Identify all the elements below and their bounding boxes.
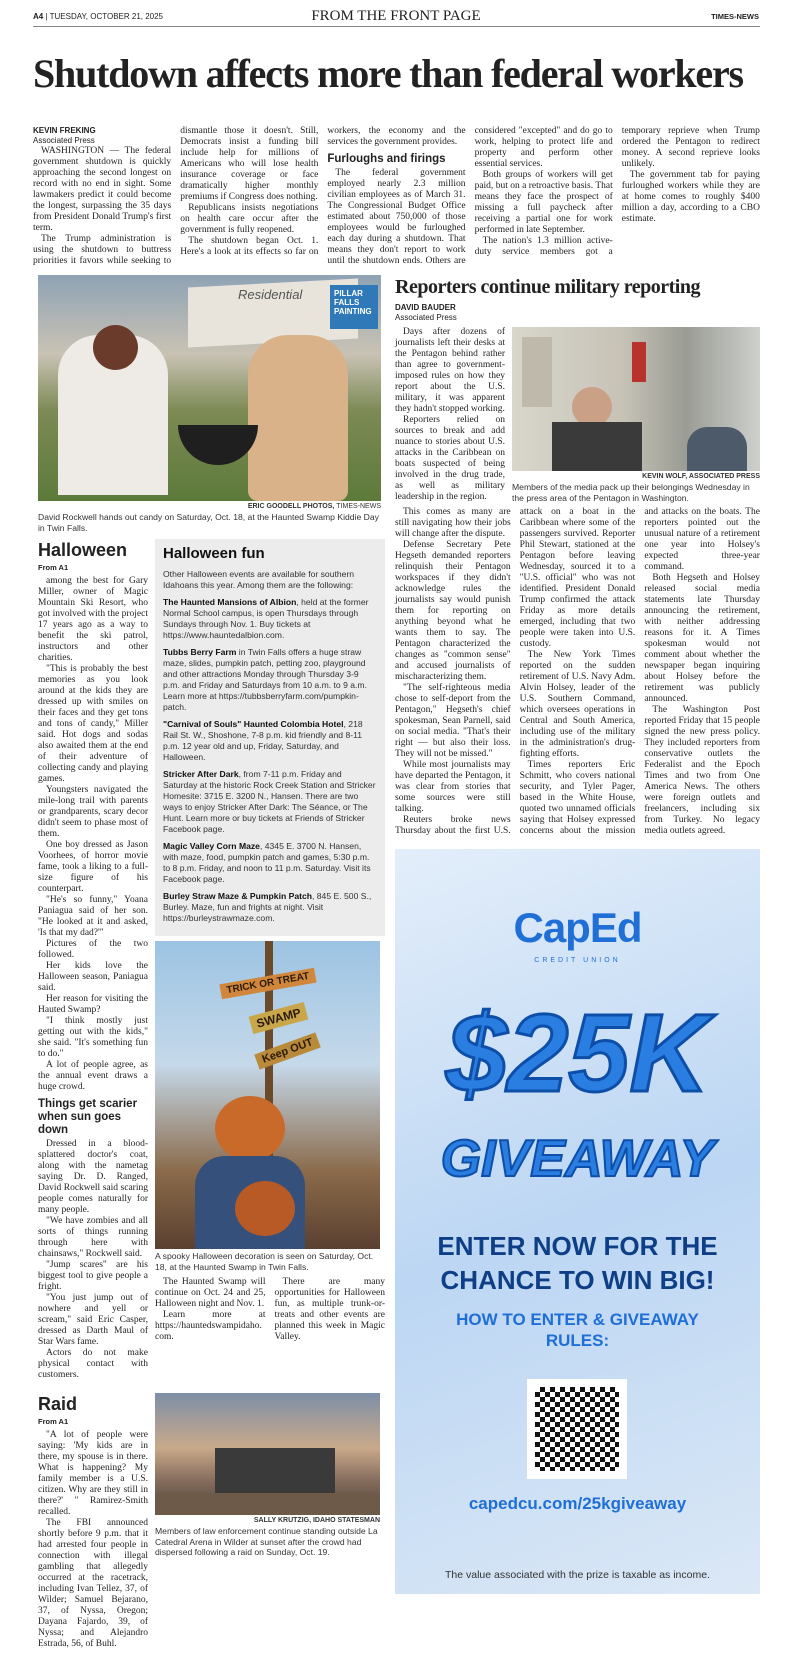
- page-number: A4: [33, 12, 44, 21]
- raid-section: [38, 1393, 385, 1650]
- page-info: A4 | TUESDAY, OCTOBER 21, 2025: [33, 12, 164, 21]
- article-reporters: [395, 507, 760, 837]
- paragraph: The New York Times reported on the sudden retirement of U.S. Navy Adm. Alvin Holsey, leader of the U.S. Southern Command, which oversees operations in Central and South America, including use of the military in the administration's drug-fighting efforts.: [519, 650, 636, 759]
- paragraph: Both Hegseth and Holsey released social media statements late Thursday announcing the retirement, with neither addressing reasons for it. A Times spokesman would not comment about whether the newspaper began inquiring about Holsey before the retirement was publicly announced.: [644, 573, 760, 704]
- paragraph: The Haunted Swamp will continue on Oct. 24 and 25, Halloween night and Nov. 1.: [155, 1277, 266, 1309]
- paragraph: Her reason for visiting the Hauted Swamp?: [38, 994, 148, 1015]
- paragraph: A lot of people agree, as the annual event draws a huge crowd.: [38, 1060, 148, 1092]
- paragraph: "A lot of people were saying: 'My kids are in there, my spouse is in there. What is happening? My family member is a U.S. citizen. Why are they still in there?' " Ramirez-Smith recalled.: [38, 1430, 148, 1517]
- paragraph: "Jump scares" are his biggest tool to give people a fright.: [38, 1260, 148, 1292]
- ad-cta: ENTER NOW FOR THE CHANCE TO WIN BIG!: [437, 1231, 718, 1295]
- ad-giveaway: GIVEAWAY: [440, 1130, 715, 1188]
- paragraph: One boy dressed as Jason Voorhees, of horror movie fame, took a liking to a full-size figure of his counterpart.: [38, 840, 148, 894]
- photo-pentagon-press: [512, 327, 760, 471]
- paragraph: Reporters relied on sources to break and add nuance to stories about U.S. attacks in the Caribbean on boats suspected of being involved in the drug trade, as well as military leadership in the region.: [395, 415, 505, 502]
- paragraph: Learn more at https://hauntedswampidaho.com.: [155, 1310, 266, 1342]
- paragraph: The Washington Post reported Friday that 15 people signed the new press policy. They included reporters from conservative outlets the Federalist and the Epoch Times and two from One America News. The others were foreign outlets and freelancers, including six from Turkey. No legacy media outlets agreed.: [644, 705, 760, 836]
- headline-shutdown: Shutdown affects more than federal workers: [33, 51, 743, 96]
- section-head-halloween: Halloween: [38, 540, 128, 560]
- article-shutdown: [33, 126, 760, 267]
- section-head-raid: Raid: [38, 1394, 78, 1414]
- paragraph: Youngsters navigated the mile-long trail with parents or grandparents, scary decor didn't seem to phase most of them.: [38, 785, 148, 839]
- paragraph: Actors do not make physical contact with customers.: [38, 1348, 148, 1380]
- halloween-column: [38, 539, 148, 1381]
- paragraph: The nation's 1.3 million active-duty service members got a temporary reprieve when Trump ordered the Pentagon to redirect money. A second reprieve looks unlikely.: [474, 126, 760, 257]
- sign-logo: PILLAR FALLS PAINTING: [330, 285, 378, 329]
- paragraph: There are many opportunities for Halloween fun, as multiple trunk-or-treats and other events are planned this week in Magic Valley.: [274, 1277, 385, 1342]
- ad-how-to: HOW TO ENTER & GIVEAWAY RULES:: [456, 1310, 699, 1350]
- sign-text: Residential: [238, 287, 303, 302]
- lower-section: [33, 275, 760, 1650]
- advertisement-caped[interactable]: [395, 849, 760, 1594]
- event-item: Burley Straw Maze & Pumpkin Patch, 845 E. 500 S., Burley. Maze, fun and frights at night. Visit https://burleystrawmaze.com.: [163, 891, 372, 923]
- photo-caption: David Rockwell hands out candy on Saturday, Oct. 18, at the Haunted Swamp Kiddie Day in Twin Falls.: [38, 512, 379, 533]
- ad-brand-sub: CREDIT UNION: [534, 957, 621, 964]
- event-item: The Haunted Mansions of Albion, held at the former Normal School campus, is open Thursdays through Sundays through Nov. 1. Buy tickets at https://www.hauntedalbion.com.: [163, 597, 369, 640]
- paragraph: "I think mostly just getting out with the kids," she said. "It's something fun to do.": [38, 1016, 148, 1059]
- photo-credit: KEVIN WOLF, ASSOCIATED PRESS: [642, 473, 760, 480]
- paragraph: The shutdown began Oct. 1. Here's a look at its effects so far on workers, the economy and the services the government provides.: [180, 126, 466, 257]
- paragraph: "The self-righteous media chose to self-deport from the Pentagon," Hegseth's chief spokesman, Sean Parnell, said on social media. "That's their right — but also their loss. They will not be missed.": [395, 683, 511, 759]
- paragraph: Times reporters Eric Schmitt, who covers national security, and Tyler Pager, based in the White House, quoted two unnamed officials saying that Holsey expressed concerns about the mission and attacks on the boats. The reporters pointed out the unusual nature of a retirement one year into Holsey's expected three-year command.: [519, 507, 760, 836]
- ad-amount: $25K: [446, 992, 709, 1115]
- reporters-lead-row: [395, 327, 760, 503]
- box-title: Halloween fun: [163, 545, 265, 562]
- article-raid: [38, 1430, 148, 1650]
- box-intro: Other Halloween events are available for southern Idahoans this year. Among them are the following:: [163, 569, 355, 590]
- jump-from: From A1: [38, 1417, 69, 1426]
- raid-photo-column: [155, 1393, 385, 1650]
- paragraph: Her kids love the Halloween season, Paniagua said.: [38, 961, 148, 993]
- header-rule: [33, 26, 760, 27]
- headline-reporters: Reporters continue military reporting: [395, 276, 700, 298]
- paragraph: Republicans insists negotiations on health care occur after the government is fully reopened.: [180, 203, 319, 235]
- paragraph: The Trump administration is using the shutdown to buttress priorities it favors while seeking to dismantle those it doesn't. Still, Democrats insist a funding bill include help for millions of Americans who will lose health insurance coverage or face dramatically higher monthly premiums if Congress does nothing.: [33, 126, 319, 266]
- photo-caption: Members of the media pack up their belongings Wednesday in the press area of the Pentagon in Washington.: [512, 482, 750, 503]
- subhead: Things get scarier when sun goes down: [38, 1098, 138, 1136]
- byline: KEVIN FREKING Associated Press: [33, 126, 96, 145]
- ad-brand-logo: CapEd: [513, 904, 642, 951]
- paragraph: While most journalists may have departed the Pentagon, it was clear from stories that some sources were still talking.: [395, 760, 511, 814]
- halloween-section: [38, 539, 385, 1381]
- paragraph: WASHINGTON — The federal government shutdown is quickly approaching the second longest on record with no end in sight. Some lawmakers predict it could become the longest, surpassing the 35 days from President Donald Trump's first term.: [33, 146, 172, 233]
- photo-credit: SALLY KRUTZIG, IDAHO STATESMAN: [253, 1517, 380, 1524]
- paragraph: The government tab for paying furloughed workers while they are at home comes to roughly $400 million a day, according to a CBO estimate.: [621, 170, 760, 224]
- paragraph: Both groups of workers will get paid, but on a retroactive basis. That means they face the prospect of missing a full paycheck after receiving a partial one for work performed in late September.: [474, 170, 613, 235]
- paragraph: "We have zombies and all sorts of things running through here with chainsaws," Rockwell said.: [38, 1216, 148, 1259]
- photo-credit: ERIC GOODELL PHOTOS, TIMES-NEWS: [247, 503, 381, 510]
- event-item: Stricker After Dark, from 7-11 p.m. Friday and Saturday at the historic Rock Creek Station and Stricker Homesite: 3715 E. 3200 N., Hansen. There are two ways to enjoy Stricker After Dark: The Séance, or The Hunt. Learn more or buy tickets at Friends of Stricker Facebook page.: [163, 769, 376, 834]
- paragraph: Days after dozens of journalists left their desks at the Pentagon behind rather than agree to government-imposed rules on how they report about the U.S. military, it was apparent they hadn't stopped working.: [395, 327, 505, 414]
- article-halloween-tail: [155, 1277, 385, 1343]
- halloween-fun-box: [155, 539, 385, 936]
- qr-code-icon[interactable]: [527, 1379, 627, 1479]
- photo-caption: Members of law enforcement continue standing outside La Catedral Arena in Wilder at sunset after the crowd had dispersed following a raid on Sunday, Oct. 19.: [155, 1526, 378, 1557]
- left-column: [38, 275, 385, 1650]
- paragraph: among the best for Gary Miller, owner of Magic Mountain Ski Resort, who got involved with the project 17 years ago as a way to benefit the ski patrol, instructors and other charities.: [38, 576, 148, 663]
- paragraph: Defense Secretary Pete Hegseth demanded reporters relinquish their Pentagon workspaces if they didn't acknowledge rules the journalists say would punish them for reporting on anything beyond what he wants them to say. The Pentagon characterized the changes as "common sense" and accused journalists of mischaracterizing them.: [395, 540, 511, 682]
- right-column: [395, 275, 760, 1650]
- paragraph: This comes as many are still navigating how their jobs will change after the dispute.: [395, 507, 511, 539]
- paragraph: The FBI announced shortly before 9 p.m. that it had arrested four people in connection with illegal gambling that allegedly occurred at the racetrack, including Ivan Tellez, 37, of Wilder; Samuel Bejarano, 37, of Nyssa, Oregon; Dayana Fajardo, 39, of Nyssa; and Alejandro Estrada, 56, of Buhl.: [38, 1518, 148, 1649]
- sign-text: SWAMP: [249, 1002, 309, 1034]
- reporters-photo-column: [512, 327, 760, 503]
- byline: DAVID BAUDER Associated Press: [395, 303, 457, 322]
- raid-column: [38, 1393, 148, 1650]
- paragraph: Reuters broke news Thursday about the first U.S. attack on a boat in the Caribbean where some of the passengers survived. Reporter Phil Stewart, stationed at the Pentagon before leaving Wednesday, sourced it to a "U.S. official" who was not identified. President Donald Trump confirmed the attack Friday as more details emerged, including that two people were taken into U.S. custody.: [395, 507, 636, 836]
- ad-disclaimer: The value associated with the prize is taxable as income.: [445, 1569, 710, 1581]
- sign-text: Keep OUT: [254, 1032, 321, 1069]
- sign-text: TRICK OR TREAT: [219, 968, 316, 999]
- paragraph: Dressed in a blood-splattered doctor's coat, along with the nametag saying Dr. D. Ranged, David Rockwell said scaring people comes naturally for many people.: [38, 1139, 148, 1215]
- photo-la-catedral-arena: [155, 1393, 380, 1515]
- article-halloween: [38, 576, 148, 1381]
- jump-from: From A1: [38, 563, 69, 572]
- photo-scarecrow: [155, 941, 380, 1249]
- photo-candy-handout: [38, 275, 381, 501]
- paragraph: Pictures of the two followed.: [38, 939, 148, 960]
- paragraph: "You just jump out of nowhere and yell or scream," said Eric Casper, dressed as Darth Maul of Star Wars fame.: [38, 1293, 148, 1347]
- paragraph: "This is probably the best memories as you look around at the kids they are dressed up with smiles on their faces and they get tons and tons of candy," Miller said. Hot dogs and sodas also awaited them at the end of their adventure of collecting candy and playing games.: [38, 664, 148, 784]
- section-label: FROM THE FRONT PAGE: [311, 8, 481, 24]
- paragraph: The federal government employed nearly 2.3 million civilian employees as of March 31. The Congressional Budget Office estimated about 750,000 of those employees would be furloughed each day during a shutdown. That means they don't report to work until the shutdown ends. Others are considered "excepted" and do go to work, helping to protect life and property and perform other essential services.: [327, 126, 613, 266]
- paper-name: TIMES-NEWS: [711, 12, 759, 21]
- paragraph: "He's so funny," Yoana Paniagua said of her son. "He looked at it and asked, 'Is that my dad?'": [38, 895, 148, 938]
- event-item: Magic Valley Corn Maze, 4345 E. 3700 N. Hansen, with maze, food, pumpkin patch and games, 5:30 p.m. to 8 p.m. Friday, and noon to 11 p.m. Saturday. Visit its Facebook page.: [163, 841, 371, 884]
- article-reporters-lead: [395, 327, 505, 503]
- photo-caption: A spooky Halloween decoration is seen on Saturday, Oct. 18, at the Haunted Swamp in Twin Falls.: [155, 1251, 374, 1272]
- event-item: Tubbs Berry Farm in Twin Falls offers a huge straw maze, slides, pumpkin patch, petting zoo, playground and other attractions Monday through Thursday 3-9 p.m. and Friday and Saturdays from 10 a.m. to 9 a.m. Learn more at https://tubbsberryfarm.com/pumpkin-patch.: [163, 647, 367, 712]
- halloween-side-column: [155, 539, 385, 1381]
- event-item: "Carnival of Souls" Haunted Colombia Hotel, 218 Rail St. W., Shoshone, 7-8 p.m. kid friendly and 8-11 p.m. 12 year old and up, Friday, Saturday, and Halloween.: [163, 719, 363, 762]
- ad-url-link[interactable]: capedcu.com/25kgiveaway: [468, 1494, 687, 1513]
- subhead: Furloughs and firings: [327, 153, 446, 165]
- issue-date: TUESDAY, OCTOBER 21, 2025: [49, 12, 164, 21]
